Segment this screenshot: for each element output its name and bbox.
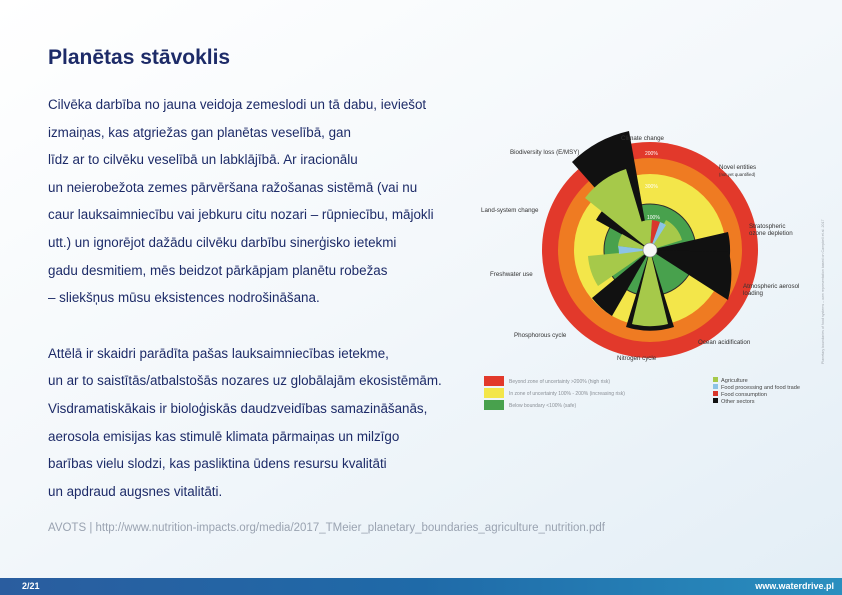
label-nitrogen: Nitrogen cycle (617, 355, 657, 362)
text-line: utt.) un ignorējot dažādu cilvēku darbību sinerģisko ietekmi (48, 234, 397, 250)
legend-safe: Below boundary <100% (safe) (509, 403, 577, 409)
text-line: caur lauksaimniecību vai jebkuru citu nozari – rūpniecību, mājokli (48, 207, 434, 223)
label-aerosol-2: loading (743, 290, 763, 297)
legend-high: Beyond zone of uncertainty >200% (high risk) (509, 379, 611, 385)
text-line: un neierobežota zemes pārvēršana ražošanas sistēmā (vai nu (48, 179, 418, 195)
label-freshwater: Freshwater use (490, 271, 533, 278)
legend-uncertain: In zone of uncertainty 100% - 200% (increasing risk) (509, 391, 625, 397)
legend-swatch-agriculture (713, 377, 718, 382)
planetary-boundaries-figure (476, 128, 832, 418)
side-credit: Planetary boundaries of food systems – own representation based on Campbell et al. 2017 (821, 219, 825, 364)
text-line: izmaiņas, kas atgriežas gan planētas veselībā, gan (48, 124, 351, 140)
label-phosphorus: Phosphorous cycle (514, 332, 567, 339)
label-ozone-2: ozone depletion (749, 230, 793, 237)
legend-swatch-high (484, 376, 504, 386)
ring-label-300: 300% (645, 184, 658, 190)
text-line: Cilvēka darbība no jauna veidoja zemeslodi un tā dabu, ieviešot (48, 97, 427, 112)
legend-swatch-safe (484, 400, 504, 410)
label-ozone-1: Stratospheric (749, 223, 786, 230)
text-line: un ar to saistītās/atbalstošās nozares uz globālajām ekosistēmām. (48, 373, 442, 389)
label-biodiversity: Biodiversity loss (E/MSY) (510, 149, 580, 156)
label-novel: Novel entities (719, 164, 757, 171)
legend-swatch-other (713, 398, 718, 403)
legend-swatch-uncertain (484, 388, 504, 398)
page-title: Planētas stāvoklis (48, 46, 231, 69)
legend-agriculture: Agriculture (721, 378, 748, 384)
ring-label-100: 100% (647, 215, 660, 221)
text-line: aerosola emisijas kas stimulē klimata pārmaiņas un milzīgo (48, 428, 400, 444)
source-citation: AVOTS | http://www.nutrition-impacts.org/media/2017_TMeier_planetary_boundaries_agriculture_nutrition.pdf (48, 522, 605, 534)
legend-processing: Food processing and food trade (721, 385, 800, 391)
text-line: Attēlā ir skaidri parādīta pašas lauksaimniecības ietekme, (48, 345, 389, 361)
website-link[interactable]: www.waterdrive.pl (755, 581, 834, 591)
legend-swatch-consumption (713, 391, 718, 396)
label-novel-note: (not yet quantified) (719, 172, 756, 177)
footer-bar (0, 578, 842, 595)
ring-label-200: 200% (645, 151, 658, 157)
planetary-boundaries-diagram (476, 128, 832, 418)
text-line: līdz ar to cilvēku veselībā un labklājībā. Ar iracionālu (48, 152, 358, 168)
text-line: Visdramatiskākais ir bioloģiskās daudzveidības samazināšanās, (48, 400, 428, 416)
text-line: – sliekšņus mūsu eksistences nodrošināšana. (48, 290, 320, 306)
legend-other: Other sectors (721, 399, 755, 405)
text-line: barības vielu slodzi, kas pasliktina ūdens resursu kvalitāti (48, 456, 387, 472)
text-line: gadu desmitiem, mēs beidzot pārkāpjam planētu robežas (48, 262, 388, 278)
legend-consumption: Food consumption (721, 392, 768, 398)
label-ocean: Ocean acidification (698, 339, 751, 346)
label-aerosol-1: Atmospheric aerosol (743, 283, 800, 290)
page-number: 2/21 (22, 581, 40, 591)
body-text (48, 91, 478, 505)
text-line: un apdraud augsnes vitalitāti. (48, 483, 223, 499)
legend-swatch-processing (713, 384, 718, 389)
center-hub (643, 243, 657, 257)
paragraph-gap (48, 312, 478, 340)
label-land: Land-system change (481, 207, 539, 214)
label-climate: Climate change (621, 135, 664, 142)
